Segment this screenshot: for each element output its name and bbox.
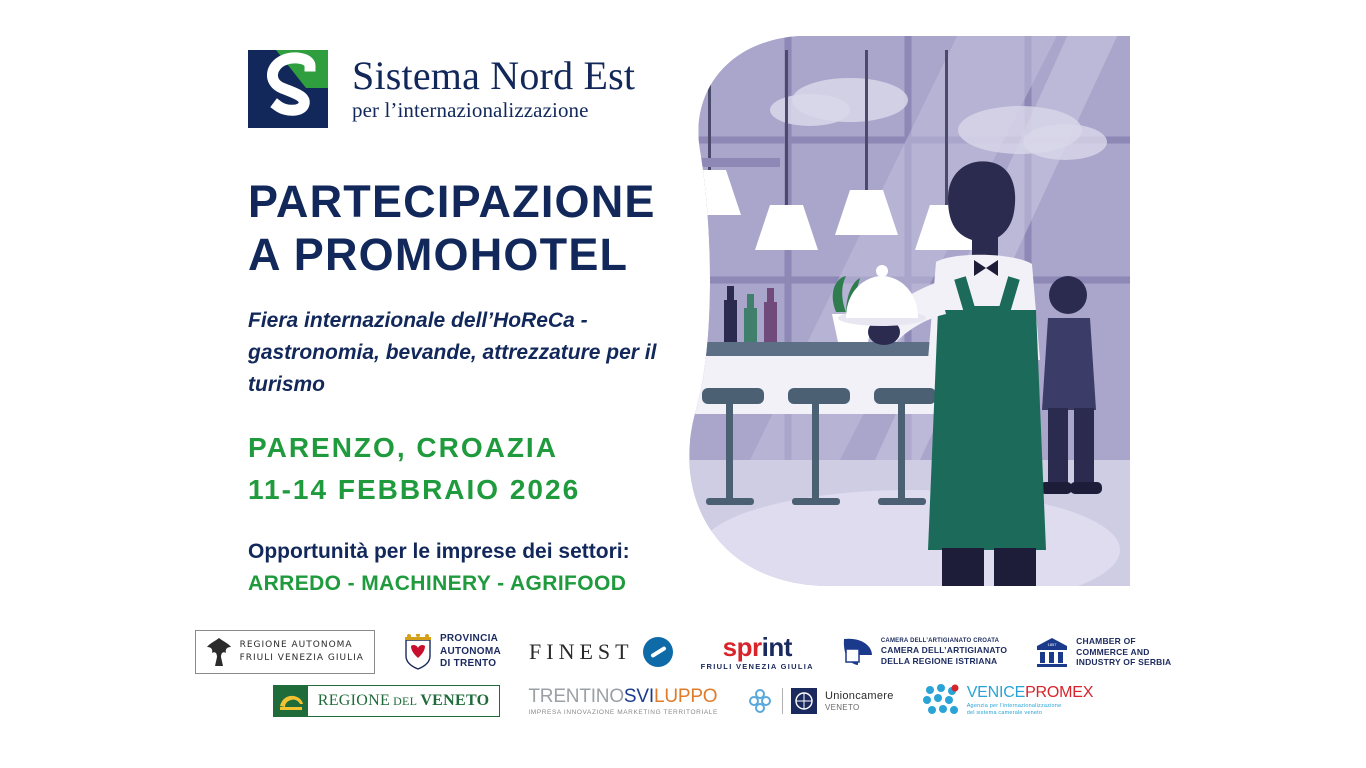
partner-regione-autonoma-friuli-venezia-giulia: [195, 630, 375, 674]
partner-provincia-autonoma-di-trento: [403, 633, 501, 671]
partner-label: PROVINCIA AUTONOMA DI TRENTO: [439, 633, 502, 670]
svg-text:1857: 1857: [1047, 642, 1057, 647]
sectors-title: Opportunità per le imprese dei settori:: [248, 540, 630, 563]
shield-icon: [403, 634, 433, 670]
sistema-nord-est-logo-icon: [248, 42, 336, 134]
headline-line-2: A PROMOHOTEL: [248, 229, 629, 281]
event-description: Fiera internazionale dell’HoReCa - gastronomia, bevande, attrezzature per il turismo: [248, 309, 657, 396]
partner-logos: [0, 630, 1366, 750]
network-dots-icon: [922, 684, 960, 718]
brand-title: Sistema Nord Est: [352, 52, 636, 98]
camera-commercio-icon: [791, 688, 817, 714]
partner-row-1: [0, 630, 1366, 674]
flower-icon: [746, 687, 774, 715]
sectors-list: ARREDO - MACHINERY - AGRIFOOD: [248, 572, 627, 595]
partner-camera-artigianato-regione-istriana: [842, 637, 1007, 667]
partner-label: CAMERA DELL’ARTIGIANATO CROATA CAMERA DELL’ARTIGIANATO DELLA REGIONE ISTRIANA: [880, 637, 1008, 666]
event-dates: 11-14 FEBBRAIO 2026: [248, 474, 581, 505]
partner-label: sprint: [722, 631, 792, 662]
partner-trentino-sviluppo: TRENTINOSVILUPPO IMPRESA INNOVAZIONE MARKETING TERRITORIALE: [528, 685, 718, 716]
partner-label: CHAMBER OF COMMERCE AND INDUSTRY OF SERBIA: [1076, 636, 1172, 668]
event-location-dates: [248, 427, 580, 511]
finest-circle-icon: [643, 637, 673, 667]
partner-label: REGIONE DEL VENETO: [317, 692, 490, 709]
lion-icon: [274, 686, 308, 716]
waiter-restaurant-illustration: [660, 30, 1130, 590]
event-location: PARENZO, CROAZIA: [248, 432, 558, 463]
page-title: [248, 175, 656, 281]
brand-logo: [248, 42, 635, 134]
partner-label: Unioncamere VENETO: [824, 689, 894, 712]
partner-unioncamere-veneto: [746, 687, 894, 715]
partner-label: REGIONE AUTONOMA FRIULI VENEZIA GIULIA: [239, 639, 364, 663]
partner-venice-promex: VENICEPROMEX Agenzia per l’internazionalizzazione del sistema camerale veneto: [922, 684, 1094, 718]
partner-row-2: [0, 684, 1366, 718]
divider: [782, 688, 783, 714]
istria-chamber-icon: [842, 637, 874, 667]
partner-label: FINEST: [529, 639, 634, 664]
brand-subtitle: per l’internazionalizzazione: [352, 97, 589, 122]
partner-regione-del-veneto: [273, 685, 501, 717]
partner-chamber-of-commerce-and-industry-of-serbia: [1035, 636, 1171, 668]
partner-label: TRENTINOSVILUPPO: [528, 685, 718, 707]
eagle-icon: [206, 637, 232, 667]
headline-line-1: PARTECIPAZIONE: [248, 176, 656, 227]
partner-sprint-friuli-venezia-giulia: sprint FRIULI VENEZIA GIULIA: [700, 631, 814, 671]
partner-label: VENICEPROMEX: [966, 683, 1094, 701]
partner-finest: [529, 637, 673, 667]
serbia-chamber-icon: [1035, 636, 1069, 668]
